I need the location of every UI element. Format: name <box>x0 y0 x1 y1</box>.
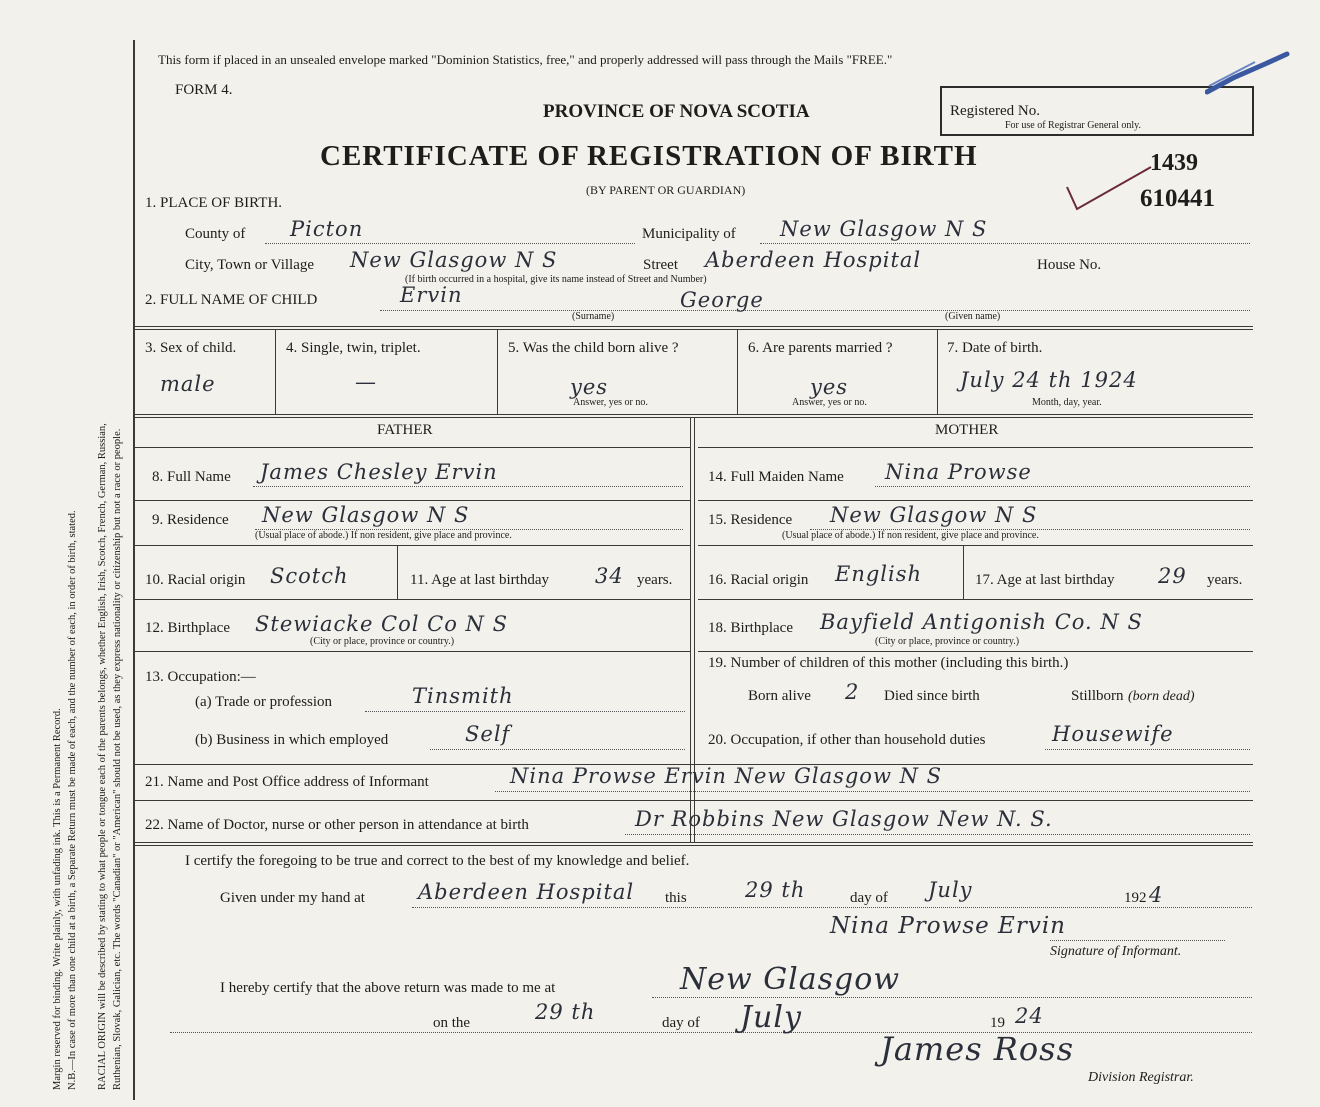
registrar-note: For use of Registrar General only. <box>1005 120 1141 131</box>
mother-occupation-value: Housewife <box>1052 722 1174 746</box>
father-residence-value: New Glasgow N S <box>262 503 470 527</box>
registrar-caption: Division Registrar. <box>1088 1070 1194 1085</box>
doctor-value: Dr Robbins New Glasgow New N. S. <box>635 807 1053 831</box>
mother-age-value: 29 <box>1158 564 1187 588</box>
father-birthplace-value: Stewiacke Col Co N S <box>255 612 508 636</box>
surname-caption: (Surname) <box>572 311 615 322</box>
father-years-label: years. <box>637 572 673 588</box>
place-of-birth-heading: 1. PLACE OF BIRTH. <box>145 195 283 211</box>
trade-label: (a) Trade or profession <box>195 694 333 710</box>
registrar-day: 29 th <box>535 1000 596 1024</box>
child-given-name: George <box>680 288 764 312</box>
serial-number: 610441 <box>1140 185 1215 212</box>
date-of-birth-caption: Month, day, year. <box>1032 397 1102 408</box>
plurality-label: 4. Single, twin, triplet. <box>286 340 421 356</box>
occupation-label: 13. Occupation:— <box>145 669 256 685</box>
margin-note-binding: Margin reserved for binding. Write plainly, with unfading ink. This is a Permanent Record. <box>52 708 63 1090</box>
signature-caption: Signature of Informant. <box>1050 944 1182 959</box>
on-the-label: on the <box>433 1015 471 1031</box>
margin-note-racial-origin-2: Ruthenian, Slovak, Galician, etc. The words "Canadian" or "American" should not be used, as they express nationality or citizenship but not a race or people. <box>112 428 123 1090</box>
born-alive-count-label: Born alive <box>748 688 811 704</box>
certification-day-of-label: day of <box>850 890 888 906</box>
municipality-value: New Glasgow N S <box>780 217 988 241</box>
mail-notice: This form if placed in an unsealed envelope marked "Dominion Statistics, free," and properly addressed will pass through the Mails "FREE." <box>158 52 893 67</box>
plurality-value: — <box>355 370 377 394</box>
mother-years-label: years. <box>1207 572 1243 588</box>
children-count-label: 19. Number of children of this mother (including this birth.) <box>708 655 1069 671</box>
mother-name-label: 14. Full Maiden Name <box>708 469 844 485</box>
certificate-title: CERTIFICATE OF REGISTRATION OF BIRTH <box>320 140 978 172</box>
check-mark <box>1065 165 1155 215</box>
father-racial-origin-label: 10. Racial origin <box>145 572 246 588</box>
informant-value: Nina Prowse Ervin New Glasgow N S <box>510 764 943 788</box>
mother-name-value: Nina Prowse <box>885 460 1032 484</box>
pen-mark <box>1205 50 1290 95</box>
father-name-label: 8. Full Name <box>152 469 231 485</box>
father-age-value: 34 <box>595 564 624 588</box>
registration-number: 1439 <box>1150 150 1198 176</box>
business-label: (b) Business in which employed <box>195 732 389 748</box>
born-alive-label: 5. Was the child born alive ? <box>508 340 679 356</box>
mother-birthplace-caption: (City or place, province or country.) <box>875 636 1020 647</box>
mother-residence-label: 15. Residence <box>708 512 793 528</box>
father-birthplace-label: 12. Birthplace <box>145 620 230 636</box>
father-birthplace-caption: (City or place, province or country.) <box>310 636 455 647</box>
father-name-value: James Chesley Ervin <box>260 460 498 484</box>
doctor-label: 22. Name of Doctor, nurse or other person in attendance at birth <box>145 817 529 833</box>
left-border <box>133 40 135 1100</box>
stillborn-note: (born dead) <box>1128 689 1195 704</box>
father-age-label: 11. Age at last birthday <box>410 572 549 588</box>
registrar-statement: I hereby certify that the above return was made to me at <box>220 980 556 996</box>
mother-birthplace-label: 18. Birthplace <box>708 620 793 636</box>
city-label: City, Town or Village <box>185 257 315 273</box>
given-name-caption: (Given name) <box>945 311 1001 322</box>
this-label: this <box>665 890 687 906</box>
mother-occupation-label: 20. Occupation, if other than household duties <box>708 732 986 748</box>
registrar-year-suffix: 24 <box>1015 1004 1044 1028</box>
registered-label: Registered No. <box>950 103 1040 119</box>
father-residence-caption: (Usual place of abode.) If non resident, give place and province. <box>255 530 512 541</box>
given-place-value: Aberdeen Hospital <box>418 880 635 904</box>
mother-age-label: 17. Age at last birthday <box>975 572 1115 588</box>
form-number: FORM 4. <box>175 82 233 98</box>
mother-residence-value: New Glasgow N S <box>830 503 1038 527</box>
died-since-birth-label: Died since birth <box>884 688 980 704</box>
child-name-label: 2. FULL NAME OF CHILD <box>145 292 318 308</box>
certify-statement: I certify the foregoing to be true and correct to the best of my knowledge and belief. <box>185 853 690 869</box>
mother-racial-origin-value: English <box>835 562 923 586</box>
sex-value: male <box>160 372 216 396</box>
certification-day: 29 th <box>745 878 806 902</box>
father-residence-label: 9. Residence <box>152 512 229 528</box>
registrar-year-prefix: 19 <box>990 1015 1005 1031</box>
given-under-label: Given under my hand at <box>220 890 365 906</box>
date-of-birth-label: 7. Date of birth. <box>947 340 1043 356</box>
trade-value: Tinsmith <box>412 684 514 708</box>
informant-label: 21. Name and Post Office address of Informant <box>145 774 429 790</box>
margin-note-multiple-births: N.B.—In case of more than one child at a birth, a Separate Return must be made of each, and the number of each, in order of birth, stated. <box>67 510 78 1090</box>
date-of-birth-value: July 24 th 1924 <box>960 368 1138 392</box>
born-alive-count: 2 <box>845 680 860 704</box>
parents-married-caption: Answer, yes or no. <box>792 397 867 408</box>
county-value: Picton <box>290 217 364 241</box>
stillborn-label: Stillborn <box>1071 688 1124 704</box>
margin-note-racial-origin-1: RACIAL ORIGIN will be described by stating to what people or tongue each of the parents belongs, whether English, Irish, Scotch, French, German, Russian, <box>97 423 108 1090</box>
father-racial-origin-value: Scotch <box>270 564 349 588</box>
city-value: New Glasgow N S <box>350 248 558 272</box>
sex-label: 3. Sex of child. <box>145 340 237 356</box>
municipality-label: Municipality of <box>642 226 736 242</box>
born-alive-value: yes <box>570 375 609 399</box>
mother-residence-caption: (Usual place of abode.) If non resident, give place and province. <box>782 530 1039 541</box>
mother-racial-origin-label: 16. Racial origin <box>708 572 809 588</box>
father-heading: FATHER <box>377 422 433 438</box>
mother-birthplace-value: Bayfield Antigonish Co. N S <box>820 610 1143 634</box>
street-value: Aberdeen Hospital <box>705 248 922 272</box>
province-heading: PROVINCE OF NOVA SCOTIA <box>543 101 810 122</box>
registrar-place: New Glasgow <box>680 962 901 997</box>
street-label: Street <box>643 257 678 273</box>
county-label: County of <box>185 226 246 242</box>
registrar-month: July <box>740 1000 802 1035</box>
informant-signature: Nina Prowse Ervin <box>830 913 1066 939</box>
child-surname: Ervin <box>400 283 463 307</box>
certification-year-prefix: 192 <box>1124 890 1147 906</box>
certificate-subtitle: (BY PARENT OR GUARDIAN) <box>586 183 746 197</box>
certification-year-suffix: 4 <box>1149 883 1164 907</box>
house-number-label: House No. <box>1037 257 1102 273</box>
hospital-note: (If birth occurred in a hospital, give its name instead of Street and Number) <box>405 274 707 285</box>
business-value: Self <box>465 722 511 746</box>
registrar-signature: James Ross <box>880 1030 1074 1068</box>
registrar-day-of-label: day of <box>662 1015 700 1031</box>
parents-married-value: yes <box>810 375 849 399</box>
parents-married-label: 6. Are parents married ? <box>748 340 893 356</box>
born-alive-caption: Answer, yes or no. <box>573 397 648 408</box>
certification-month: July <box>928 878 973 902</box>
mother-heading: MOTHER <box>935 422 999 438</box>
